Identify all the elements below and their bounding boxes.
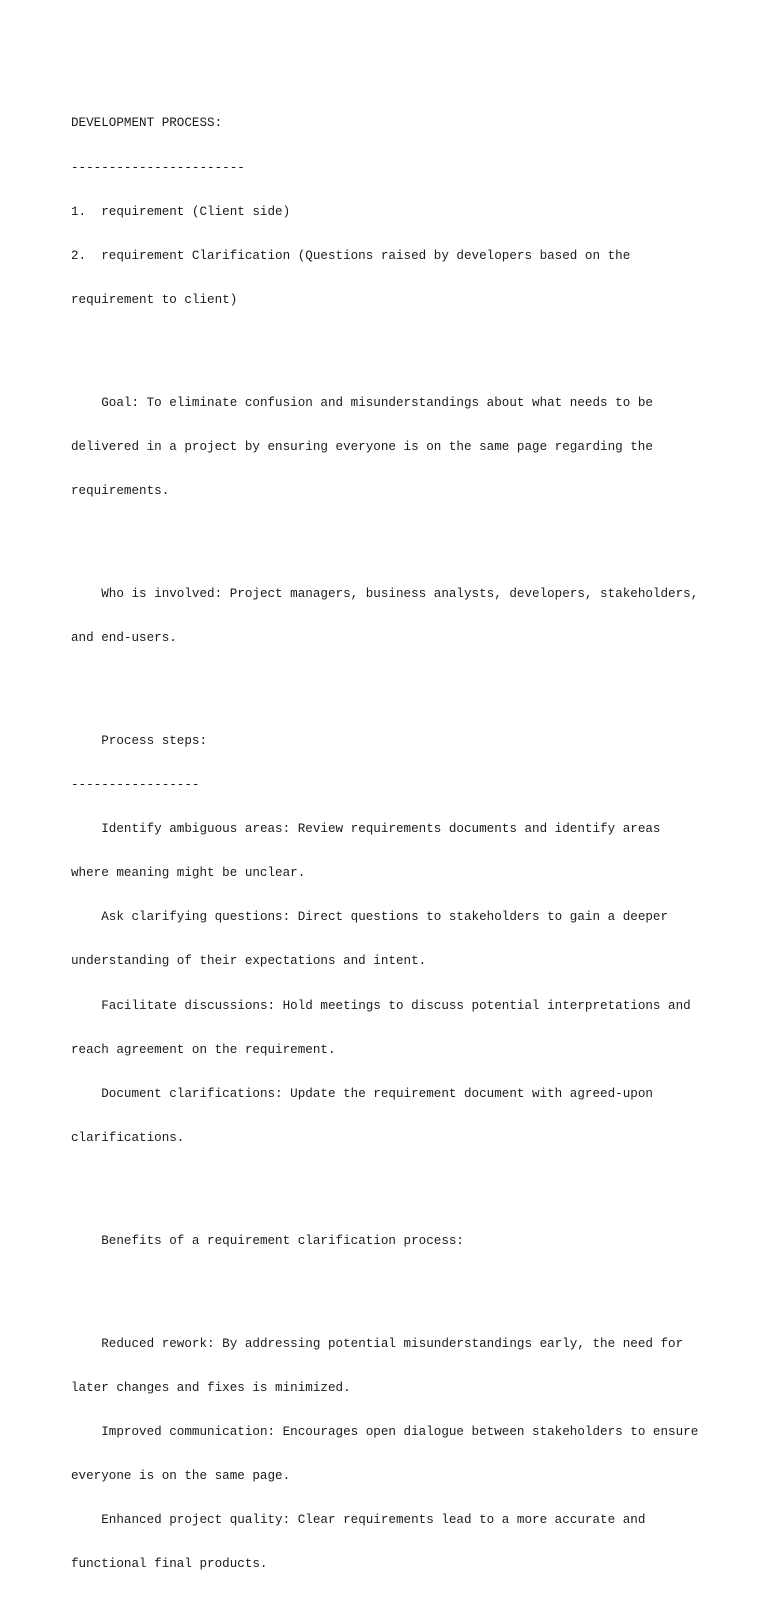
benefit-line: later changes and fixes is minimized. [71, 1380, 351, 1395]
document-body [71, 87, 711, 1601]
step-line: Facilitate discussions: Hold meetings to discuss potential interpretations and [71, 998, 691, 1013]
blank-line [71, 528, 711, 543]
step-line: reach agreement on the requirement. [71, 1042, 336, 1057]
benefits-heading: Benefits of a requirement clarification process: [71, 1233, 464, 1248]
step-line: Identify ambiguous areas: Review requirements documents and identify areas [71, 822, 661, 837]
benefit-line: Enhanced project quality: Clear requirements lead to a more accurate and [71, 1513, 646, 1528]
benefit-line: Improved communication: Encourages open dialogue between stakeholders to ensure [71, 1424, 699, 1439]
involved-line-1: Who is involved: Project managers, business analysts, developers, stakeholders, [71, 586, 699, 601]
heading-rule: ----------------------- [71, 160, 245, 175]
steps-rule: ----------------- [71, 778, 200, 792]
benefit-line: everyone is on the same page. [71, 1469, 291, 1484]
benefit-line: functional final products. [71, 1557, 268, 1572]
list-item-2: 2. requirement Clarification (Questions raised by developers based on the [71, 248, 631, 263]
list-item-1: 1. requirement (Client side) [71, 204, 291, 219]
goal-line-2: delivered in a project by ensuring everyone is on the same page regarding the [71, 439, 653, 454]
blank-line [71, 337, 711, 352]
step-line: Document clarifications: Update the requirement document with agreed-upon [71, 1086, 653, 1101]
goal-line-3: requirements. [71, 483, 170, 498]
step-line: Ask clarifying questions: Direct questions to stakeholders to gain a deeper [71, 910, 669, 925]
involved-line-2: and end-users. [71, 630, 177, 645]
steps-heading: Process steps: [71, 733, 208, 748]
blank-line [71, 1175, 711, 1190]
step-line: where meaning might be unclear. [71, 866, 306, 881]
list-item-2-continued: requirement to client) [71, 292, 238, 307]
step-line: understanding of their expectations and intent. [71, 954, 427, 969]
document-heading: DEVELOPMENT PROCESS: [71, 116, 223, 131]
goal-line-1: Goal: To eliminate confusion and misunderstandings about what needs to be [71, 395, 653, 410]
blank-line [71, 675, 711, 690]
step-line: clarifications. [71, 1130, 185, 1145]
blank-line [71, 1278, 711, 1293]
benefit-line: Reduced rework: By addressing potential misunderstandings early, the need for [71, 1336, 684, 1351]
